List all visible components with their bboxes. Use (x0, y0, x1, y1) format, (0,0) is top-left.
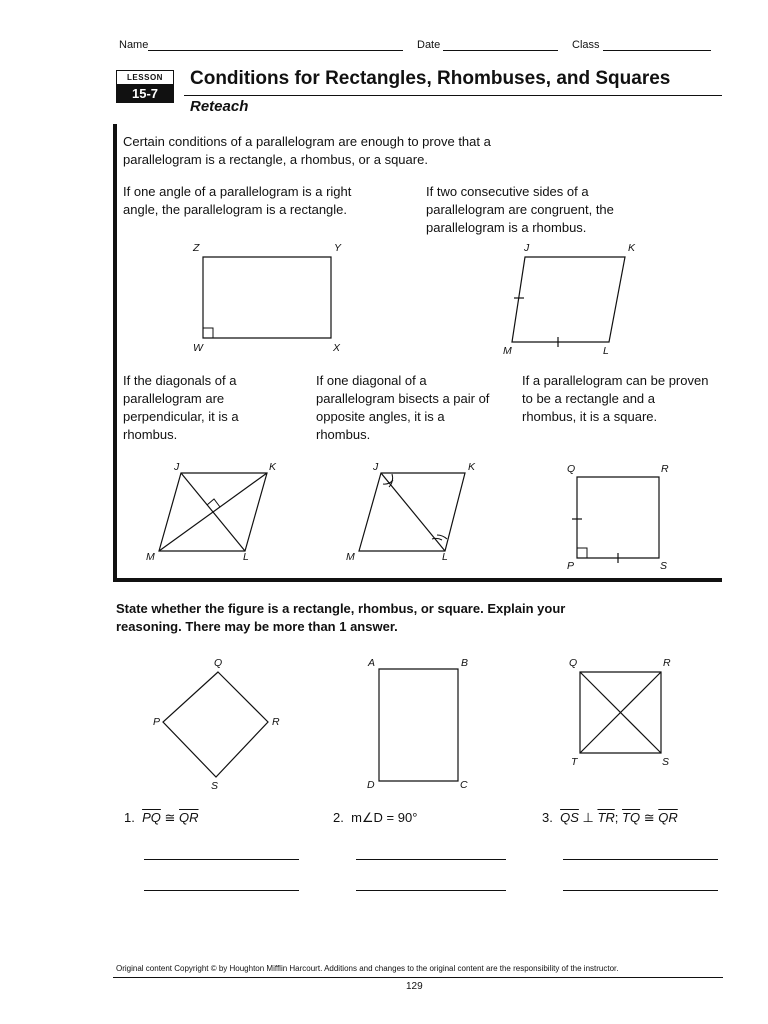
segment: $\overline{QR}$ (179, 810, 199, 825)
vertex-label: R (272, 716, 280, 728)
vertex-label: L (442, 551, 448, 563)
vertex-label: K (269, 461, 277, 473)
diagonal-km (159, 473, 267, 551)
answer-line-2b[interactable] (356, 890, 506, 891)
segment: $\overline{PQ}$ (142, 810, 161, 825)
angle-arc-l-1 (432, 538, 442, 540)
separator: ; (614, 810, 619, 825)
page-number: 129 (406, 981, 423, 992)
exercise-figure-1 (163, 672, 268, 777)
figure-rhombus-bisector (359, 473, 465, 551)
vertex-label: J (373, 461, 379, 473)
rule-rhombus-sides: If two consecutive sides of a parallelogram are congruent, the parallelogram is a rhombus. (426, 184, 614, 235)
answer-line-2a[interactable] (356, 859, 506, 860)
problem-number: 2. (333, 810, 344, 825)
segment: $\overline{TR}$ (597, 810, 615, 825)
lesson-label: LESSON (116, 70, 174, 85)
vertex-label: K (468, 461, 476, 473)
answer-line-3b[interactable] (563, 890, 718, 891)
problem-number: 1. (124, 810, 135, 825)
rule-rectangle: If one angle of a parallelogram is a right angle, the parallelogram is a rectangle. (123, 184, 352, 217)
figure-rectangle-wxyz (203, 257, 331, 338)
class-label: Class (572, 39, 600, 51)
rule-square: If a parallelogram can be proven to be a rectangle and a rhombus, it is a square. (522, 373, 709, 424)
vertex-label: J (174, 461, 180, 473)
vertex-label: S (660, 560, 668, 572)
vertex-label: C (460, 779, 468, 791)
segment: $\overline{QR}$ (658, 810, 678, 825)
relation: ⊥ (582, 810, 594, 825)
name-label: Name (119, 39, 149, 51)
segment: $\overline{QS}$ (560, 810, 579, 825)
vertex-label: B (461, 657, 469, 669)
answer-line-1b[interactable] (144, 890, 299, 891)
vertex-label: D (367, 779, 375, 791)
vertex-label: S (662, 756, 670, 768)
exercise-instructions: State whether the figure is a rectangle, rhombus, or square. Explain your reasoning. There may be more than 1 answer. (116, 601, 566, 634)
segment: $\overline{TQ}$ (622, 810, 641, 825)
rule-diagonal-bisects: If one diagonal of a parallelogram bisects a pair of opposite angles, it is a rhombus. (316, 373, 490, 442)
vertex-label: R (661, 463, 669, 475)
vertex-label: P (153, 716, 161, 728)
vertex-label: T (571, 756, 578, 768)
relation: ≅ (643, 810, 655, 825)
vertex-label: R (663, 657, 671, 669)
problem-3 (542, 809, 678, 827)
right-angle-mark-p (577, 548, 587, 558)
vertex-label: L (603, 345, 609, 357)
copyright-notice: Original content Copyright © by Houghton Mifflin Harcourt. Additions and changes to the original content are the responsibility of the instructor. (116, 964, 619, 973)
vertex-label: Y (334, 242, 342, 254)
vertex-label: M (346, 551, 355, 563)
vertex-label: L (243, 551, 249, 563)
page-subtitle: Reteach (190, 98, 249, 115)
vertex-label: J (524, 242, 530, 254)
vertex-label: X (333, 342, 341, 354)
figure-rhombus-jklm (512, 257, 625, 342)
vertex-label: S (211, 780, 219, 792)
vertex-label: P (567, 560, 575, 572)
vertex-label: A (368, 657, 376, 669)
vertex-label: Q (567, 463, 576, 475)
date-label: Date (417, 39, 441, 51)
page-title: Conditions for Rectangles, Rhombuses, and Squares (190, 68, 671, 89)
vertex-label: Q (214, 657, 223, 669)
footer-divider (113, 977, 723, 978)
problem-2 (333, 809, 417, 827)
vertex-label: Z (193, 242, 200, 254)
figure-square-pqrs (577, 477, 659, 558)
vertex-label: W (193, 342, 203, 354)
vertex-label: M (503, 345, 512, 357)
problem-1 (124, 809, 199, 827)
problem-statement: m∠D = 90° (351, 810, 418, 825)
relation: ≅ (164, 810, 176, 825)
reteach-intro: Certain conditions of a parallelogram are enough to prove that a parallelogram is a rectangle, a rhombus, or a square. (123, 134, 491, 167)
right-angle-mark-w (203, 328, 213, 338)
lesson-number: 15-7 (116, 85, 174, 103)
vertex-label: Q (569, 657, 578, 669)
answer-line-3a[interactable] (563, 859, 718, 860)
vertex-label: K (628, 242, 636, 254)
rule-diagonals-perpendicular: If the diagonals of a parallelogram are perpendicular, it is a rhombus. (123, 373, 239, 442)
angle-arc-j-2 (389, 474, 393, 487)
exercise-figure-2 (379, 669, 458, 781)
answer-line-1a[interactable] (144, 859, 299, 860)
right-angle-mark-center (207, 499, 220, 507)
vertex-label: M (146, 551, 155, 563)
problem-number: 3. (542, 810, 553, 825)
